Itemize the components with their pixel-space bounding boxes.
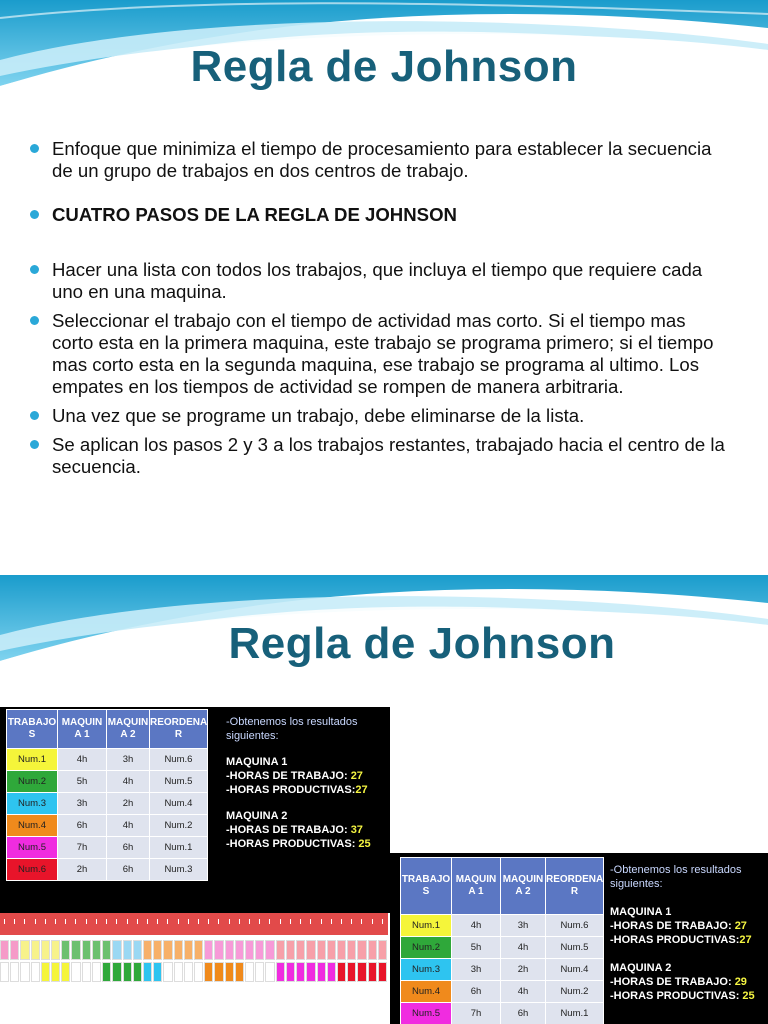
- job-cell: Num.1: [7, 749, 58, 771]
- gantt-tick: [351, 919, 352, 924]
- machine-2-productive-hours: -HORAS PRODUCTIVAS: 25: [610, 990, 755, 1002]
- gantt-cell: [265, 962, 274, 982]
- gantt-tick: [24, 919, 25, 924]
- gantt-cell: [102, 940, 111, 960]
- job-cell: Num.2: [401, 937, 452, 959]
- bullet-step-4: Se aplican los pasos 2 y 3 a los trabajos restantes, trabajado hacia el centro de la secuencia.: [28, 434, 728, 478]
- gantt-cell: [143, 940, 152, 960]
- gantt-cell: [0, 962, 9, 982]
- table-cell: Num.5: [150, 771, 208, 793]
- gantt-cell: [317, 962, 326, 982]
- col-header: MAQUIN A 2: [107, 710, 150, 749]
- col-header: TRABAJO S: [7, 710, 58, 749]
- bullet-heading: CUATRO PASOS DE LA REGLA DE JOHNSON: [28, 204, 728, 226]
- table-cell: Num.4: [150, 793, 208, 815]
- gantt-cell: [153, 962, 162, 982]
- gantt-cell: [112, 962, 121, 982]
- gantt-tick: [229, 919, 230, 924]
- gantt-tick: [259, 919, 260, 924]
- table-cell: 3h: [58, 793, 107, 815]
- col-header: REORDENA R: [546, 858, 604, 915]
- gantt-cell: [133, 962, 142, 982]
- table-cell: Num.4: [546, 959, 604, 981]
- gantt-cell: [306, 962, 315, 982]
- gantt-cell: [163, 962, 172, 982]
- job-cell: Num.5: [401, 1003, 452, 1024]
- table-cell: Num.5: [546, 937, 604, 959]
- gantt-cell: [245, 940, 254, 960]
- gantt-cell: [31, 962, 40, 982]
- table-row: [7, 837, 208, 859]
- slide-title: Regla de Johnson: [228, 619, 616, 668]
- col-header: MAQUIN A 1: [58, 710, 107, 749]
- table-row: [401, 1003, 604, 1024]
- gantt-cell: [378, 962, 387, 982]
- gantt-cell: [214, 940, 223, 960]
- table-cell: 6h: [107, 837, 150, 859]
- bullet-step-3: Una vez que se programe un trabajo, debe eliminarse de la lista.: [28, 405, 728, 427]
- gantt-cell: [286, 940, 295, 960]
- gantt-tick: [382, 919, 383, 924]
- gantt-cell: [51, 962, 60, 982]
- gantt-cell: [51, 940, 60, 960]
- table-cell: 3h: [452, 959, 501, 981]
- job-cell: Num.2: [7, 771, 58, 793]
- job-cell: Num.4: [7, 815, 58, 837]
- gantt-cell: [92, 962, 101, 982]
- gantt-tick: [127, 919, 128, 924]
- table-cell: 3h: [501, 915, 546, 937]
- table-row: [7, 771, 208, 793]
- gantt-cell: [357, 962, 366, 982]
- gantt-cell: [102, 962, 111, 982]
- gantt-cell: [20, 962, 29, 982]
- gantt-tick: [249, 919, 250, 924]
- gantt-timeline-bar: [0, 913, 388, 935]
- table-cell: 5h: [452, 937, 501, 959]
- gantt-tick: [239, 919, 240, 924]
- machine-1-label: MAQUINA 1: [610, 906, 672, 918]
- gantt-cell: [41, 962, 50, 982]
- table-row: [7, 749, 208, 771]
- gantt-tick: [178, 919, 179, 924]
- gantt-cell: [0, 940, 9, 960]
- table-row: [7, 815, 208, 837]
- table-cell: Num.6: [150, 749, 208, 771]
- gantt-tick: [218, 919, 219, 924]
- gantt-cell: [133, 940, 142, 960]
- gantt-cell: [71, 940, 80, 960]
- gantt-cell: [296, 940, 305, 960]
- gantt-cell: [347, 962, 356, 982]
- table-cell: Num.3: [150, 859, 208, 881]
- gantt-tick: [280, 919, 281, 924]
- gantt-cell: [92, 940, 101, 960]
- table-cell: 4h: [58, 749, 107, 771]
- table-cell: Num.1: [546, 1003, 604, 1024]
- gantt-tick: [331, 919, 332, 924]
- gantt-chart: [0, 913, 388, 1024]
- gantt-tick: [198, 919, 199, 924]
- table-cell: 4h: [107, 771, 150, 793]
- gantt-tick: [35, 919, 36, 924]
- job-cell: Num.5: [7, 837, 58, 859]
- gantt-cell: [20, 940, 29, 960]
- table-cell: 3h: [107, 749, 150, 771]
- gantt-cell: [71, 962, 80, 982]
- table-cell: Num.1: [150, 837, 208, 859]
- job-cell: Num.1: [401, 915, 452, 937]
- machine-2-productive-hours: -HORAS PRODUCTIVAS: 25: [226, 838, 371, 850]
- gantt-cell: [123, 940, 132, 960]
- results-intro: -Obtenemos los resultados: [610, 864, 742, 876]
- gantt-cell: [337, 962, 346, 982]
- table-cell: 2h: [501, 959, 546, 981]
- table-cell: 6h: [452, 981, 501, 1003]
- table-cell: 6h: [501, 1003, 546, 1024]
- gantt-cell: [153, 940, 162, 960]
- table-row: [7, 859, 208, 881]
- machine-2-label: MAQUINA 2: [226, 810, 288, 822]
- gantt-tick: [361, 919, 362, 924]
- gantt-tick: [300, 919, 301, 924]
- table-cell: Num.6: [546, 915, 604, 937]
- table-row: [7, 793, 208, 815]
- table-cell: 4h: [501, 937, 546, 959]
- gantt-cell: [347, 940, 356, 960]
- gantt-cell: [255, 962, 264, 982]
- gantt-tick: [14, 919, 15, 924]
- job-cell: Num.6: [7, 859, 58, 881]
- table-cell: 7h: [58, 837, 107, 859]
- gantt-row-machine-1: [0, 940, 388, 960]
- machine-1-productive-hours: -HORAS PRODUCTIVAS:27: [226, 784, 368, 796]
- slide-title: Regla de Johnson: [190, 42, 578, 91]
- results-panel-2: [610, 863, 766, 1003]
- gantt-cell: [368, 962, 377, 982]
- machine-1-label: MAQUINA 1: [226, 756, 288, 768]
- bullet-step-2: Seleccionar el trabajo con el tiempo de actividad mas corto. Si el tiempo mas corto esta en la primera maquina, este trabajo se programa primero; si el tiempo mas corto esta en la segunda maquina, ese trabajo se programa al ultimo. Los empates en los tiempos de actividad se rompen de manera arbitraria.: [28, 310, 728, 398]
- gantt-cell: [31, 940, 40, 960]
- table-cell: Num.2: [546, 981, 604, 1003]
- gantt-cell: [61, 940, 70, 960]
- table-cell: 7h: [452, 1003, 501, 1024]
- gantt-cell: [378, 940, 387, 960]
- johnson-table-1: [6, 709, 208, 881]
- bullet-step-1: Hacer una lista con todos los trabajos, que incluya el tiempo que requiere cada uno en una maquina.: [28, 259, 728, 303]
- gantt-cell: [235, 940, 244, 960]
- bullet-list: [28, 138, 728, 478]
- gantt-tick: [55, 919, 56, 924]
- table-cell: 2h: [58, 859, 107, 881]
- gantt-cell: [317, 940, 326, 960]
- machine-2-label: MAQUINA 2: [610, 962, 672, 974]
- gantt-cell: [82, 962, 91, 982]
- gantt-tick: [86, 919, 87, 924]
- gantt-tick: [310, 919, 311, 924]
- job-cell: Num.3: [7, 793, 58, 815]
- gantt-cell: [337, 940, 346, 960]
- table-cell: 2h: [107, 793, 150, 815]
- job-cell: Num.4: [401, 981, 452, 1003]
- gantt-cell: [123, 962, 132, 982]
- gantt-tick: [137, 919, 138, 924]
- gantt-cell: [174, 940, 183, 960]
- gantt-cell: [143, 962, 152, 982]
- results-intro: siguientes:: [610, 878, 663, 890]
- johnson-image-1: [0, 707, 390, 913]
- machine-2-work-hours: -HORAS DE TRABAJO: 37: [226, 824, 363, 836]
- col-header: MAQUIN A 2: [501, 858, 546, 915]
- gantt-cell: [265, 940, 274, 960]
- gantt-cell: [163, 940, 172, 960]
- gantt-cell: [327, 940, 336, 960]
- table-row: [401, 937, 604, 959]
- gantt-tick: [157, 919, 158, 924]
- gantt-cell: [296, 962, 305, 982]
- gantt-tick: [147, 919, 148, 924]
- gantt-tick: [65, 919, 66, 924]
- table-cell: 6h: [107, 859, 150, 881]
- gantt-tick: [167, 919, 168, 924]
- gantt-tick: [45, 919, 46, 924]
- table-cell: 6h: [58, 815, 107, 837]
- gantt-cell: [10, 940, 19, 960]
- gantt-cell: [245, 962, 254, 982]
- gantt-cell: [184, 962, 193, 982]
- gantt-cell: [204, 962, 213, 982]
- gantt-cell: [327, 962, 336, 982]
- results-panel-1: [226, 715, 386, 851]
- johnson-table-2: [400, 857, 604, 1024]
- machine-2-work-hours: -HORAS DE TRABAJO: 29: [610, 976, 747, 988]
- gantt-cell: [194, 940, 203, 960]
- gantt-cell: [276, 962, 285, 982]
- table-row: [401, 959, 604, 981]
- machine-1-work-hours: -HORAS DE TRABAJO: 27: [610, 920, 747, 932]
- col-header: TRABAJO S: [401, 858, 452, 915]
- slide-2: [0, 575, 768, 1024]
- table-cell: 4h: [501, 981, 546, 1003]
- gantt-cell: [306, 940, 315, 960]
- table-row: [401, 981, 604, 1003]
- machine-1-work-hours: -HORAS DE TRABAJO: 27: [226, 770, 363, 782]
- table-cell: 4h: [452, 915, 501, 937]
- gantt-cell: [204, 940, 213, 960]
- gantt-tick: [269, 919, 270, 924]
- gantt-cell: [357, 940, 366, 960]
- gantt-tick: [290, 919, 291, 924]
- col-header: MAQUIN A 1: [452, 858, 501, 915]
- gantt-cell: [225, 962, 234, 982]
- gantt-cell: [82, 940, 91, 960]
- table-cell: 4h: [107, 815, 150, 837]
- gantt-cell: [61, 962, 70, 982]
- gantt-tick: [208, 919, 209, 924]
- gantt-cell: [276, 940, 285, 960]
- bullet-intro: Enfoque que minimiza el tiempo de procesamiento para establecer la secuencia de un grupo de trabajos en dos centros de trabajo.: [28, 138, 728, 182]
- gantt-tick: [341, 919, 342, 924]
- col-header: REORDENA R: [150, 710, 208, 749]
- results-intro: -Obtenemos los resultados: [226, 716, 358, 728]
- machine-1-productive-hours: -HORAS PRODUCTIVAS:27: [610, 934, 752, 946]
- gantt-tick: [116, 919, 117, 924]
- gantt-row-machine-2: [0, 962, 388, 982]
- results-intro: siguientes:: [226, 730, 279, 742]
- gantt-cell: [41, 940, 50, 960]
- gantt-cell: [10, 962, 19, 982]
- gantt-cell: [235, 962, 244, 982]
- gantt-cell: [194, 962, 203, 982]
- gantt-cell: [184, 940, 193, 960]
- gantt-tick: [188, 919, 189, 924]
- gantt-tick: [75, 919, 76, 924]
- gantt-tick: [372, 919, 373, 924]
- gantt-tick: [321, 919, 322, 924]
- table-cell: 5h: [58, 771, 107, 793]
- gantt-cell: [174, 962, 183, 982]
- gantt-cell: [368, 940, 377, 960]
- gantt-tick: [4, 919, 5, 924]
- gantt-cell: [286, 962, 295, 982]
- gantt-cell: [225, 940, 234, 960]
- table-cell: Num.2: [150, 815, 208, 837]
- table-row: [401, 915, 604, 937]
- gantt-tick: [96, 919, 97, 924]
- gantt-cell: [255, 940, 264, 960]
- johnson-image-2: [390, 853, 768, 1024]
- gantt-cell: [214, 962, 223, 982]
- job-cell: Num.3: [401, 959, 452, 981]
- gantt-cell: [112, 940, 121, 960]
- gantt-tick: [106, 919, 107, 924]
